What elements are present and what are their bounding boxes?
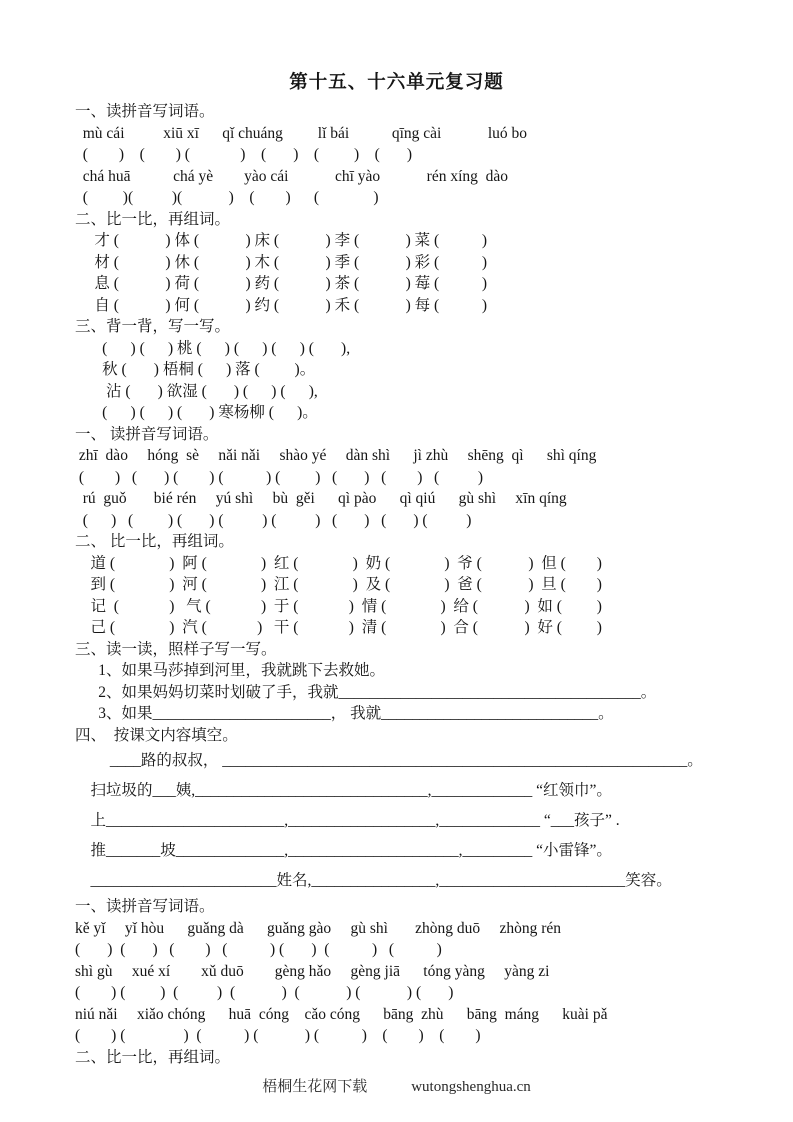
poem-fill-row: ( ) ( ) ( ) 寒杨柳 ( )。: [75, 404, 318, 421]
pinyin-row: niú nǎi xiǎo chóng huā cóng cǎo cóng bāng zhù bāng máng kuài pǎ: [75, 1005, 608, 1023]
answer-blanks-row: ( ) ( ) ( ) ( ) ( ) ( ) ( ): [75, 984, 454, 1001]
word-compare-row: 材 ( ) 休 ( ) 木 ( ) 季 ( ) 彩 ( ): [75, 253, 487, 271]
page-title: 第十五、十六单元复习题: [289, 73, 504, 93]
sentence-row: 2、如果妈妈切菜时划破了手，我就_______________________________________。: [75, 683, 657, 701]
pinyin-row: kě yǐ yǐ hòu guǎng dà guǎng gào gù shì zhòng duō zhòng rén: [75, 919, 562, 937]
sentence-row: 3、如果_______________________， 我就____________________________。: [75, 705, 614, 722]
section-heading: 二、比一比，再组词。: [75, 1048, 231, 1066]
fill-blank-row: 上_______________________,___________________,_____________ “___孩子” .: [75, 812, 620, 829]
poem-fill-row: 秋 ( ) 梧桐 ( ) 落 ( )。: [75, 361, 316, 378]
fill-blank-row: 推_______坡______________,______________________,_________ “小雷锋”。: [75, 842, 612, 859]
word-compare-row: 息 ( ) 荷 ( ) 药 ( ) 茶 ( ) 莓 ( ): [75, 275, 487, 292]
pinyin-row: chá huā chá yè yào cái chī yào rén xíng dào: [75, 167, 509, 185]
answer-blanks-row: ( ) ( ) ( ) ( ) ( ) ( ): [75, 146, 413, 163]
fill-blank-row: ________________________姓名,________________,________________________笑容。: [75, 872, 672, 889]
answer-blanks-row: ( ) ( ) ( ) ( ) ( ) ( ) ( ) ( ): [75, 468, 484, 486]
pinyin-row: zhī dào hóng sè nǎi nǎi shào yé dàn shì jì zhù shēng qì shì qíng: [75, 447, 597, 464]
word-compare-row: 记 ( ) 气 ( ) 于 ( ) 情 ( ) 给 ( ) 如 ( ): [75, 597, 602, 615]
footer-site-url: wutongshenghua.cn: [411, 1079, 531, 1095]
answer-blanks-row: ( ) ( ) ( ) ( ) ( ) ( ) ( ): [75, 1027, 481, 1044]
section-heading: 一、读拼音写词语。: [75, 103, 215, 120]
answer-blanks-row: ( ) ( ) ( ) ( ) ( ) ( ) ( ) ( ): [75, 511, 472, 529]
sentence-row: 1、如果马莎掉到河里，我就跳下去救她。: [75, 662, 386, 679]
word-compare-row: 道 ( ) 阿 ( ) 红 ( ) 奶 ( ) 爷 ( ) 但 ( ): [75, 554, 602, 572]
section-heading: 四、 按课文内容填空。: [75, 726, 238, 744]
pinyin-row: mù cái xiū xī qǐ chuáng lǐ bái qīng cài luó bo: [75, 124, 528, 142]
section-heading: 三、读一读，照样子写一写。: [75, 640, 277, 658]
page-footer: [0, 1075, 793, 1096]
footer-site-name: 梧桐生花网下载: [262, 1079, 368, 1095]
pinyin-row: rú guǒ bié rén yú shì bù gěi qì pào qì qiú gù shì xīn qíng: [75, 490, 567, 507]
word-compare-row: 己 ( ) 汽 ( ) 干 ( ) 清 ( ) 合 ( ) 好 ( ): [75, 619, 602, 636]
section-heading: 三、背一背，写一写。: [75, 318, 231, 335]
section-heading: 一、 读拼音写词语。: [75, 425, 219, 443]
poem-fill-row: 沾 ( ) 欲湿 ( ) ( ) ( ),: [75, 382, 318, 400]
worksheet-body: [0, 101, 793, 1068]
section-heading: 一、读拼音写词语。: [75, 898, 215, 915]
answer-blanks-row: ( ) ( ) ( ) ( ) ( ) ( ) ( ): [75, 941, 442, 958]
pinyin-row: shì gù xué xí xǔ duō gèng hǎo gèng jiā tóng yàng yàng zi: [75, 962, 550, 980]
poem-fill-row: ( ) ( ) 桃 ( ) ( ) ( ) ( ),: [75, 339, 351, 357]
fill-blank-row: 扫垃圾的___姨,______________________________,_____________ “红领巾”。: [75, 782, 612, 799]
fill-blank-row: ____路的叔叔， ____________________________________________________________。: [75, 752, 703, 769]
section-heading: 二、 比一比，再组词。: [75, 533, 234, 550]
word-compare-row: 到 ( ) 河 ( ) 江 ( ) 及 ( ) 爸 ( ) 旦 ( ): [75, 576, 602, 593]
word-compare-row: 自 ( ) 何 ( ) 约 ( ) 禾 ( ) 每 ( ): [75, 296, 487, 314]
word-compare-row: 才 ( ) 体 ( ) 床 ( ) 李 ( ) 菜 ( ): [75, 232, 487, 249]
answer-blanks-row: ( )( )( ) ( ) ( ): [75, 189, 379, 206]
section-heading: 二、比一比，再组词。: [75, 210, 231, 228]
